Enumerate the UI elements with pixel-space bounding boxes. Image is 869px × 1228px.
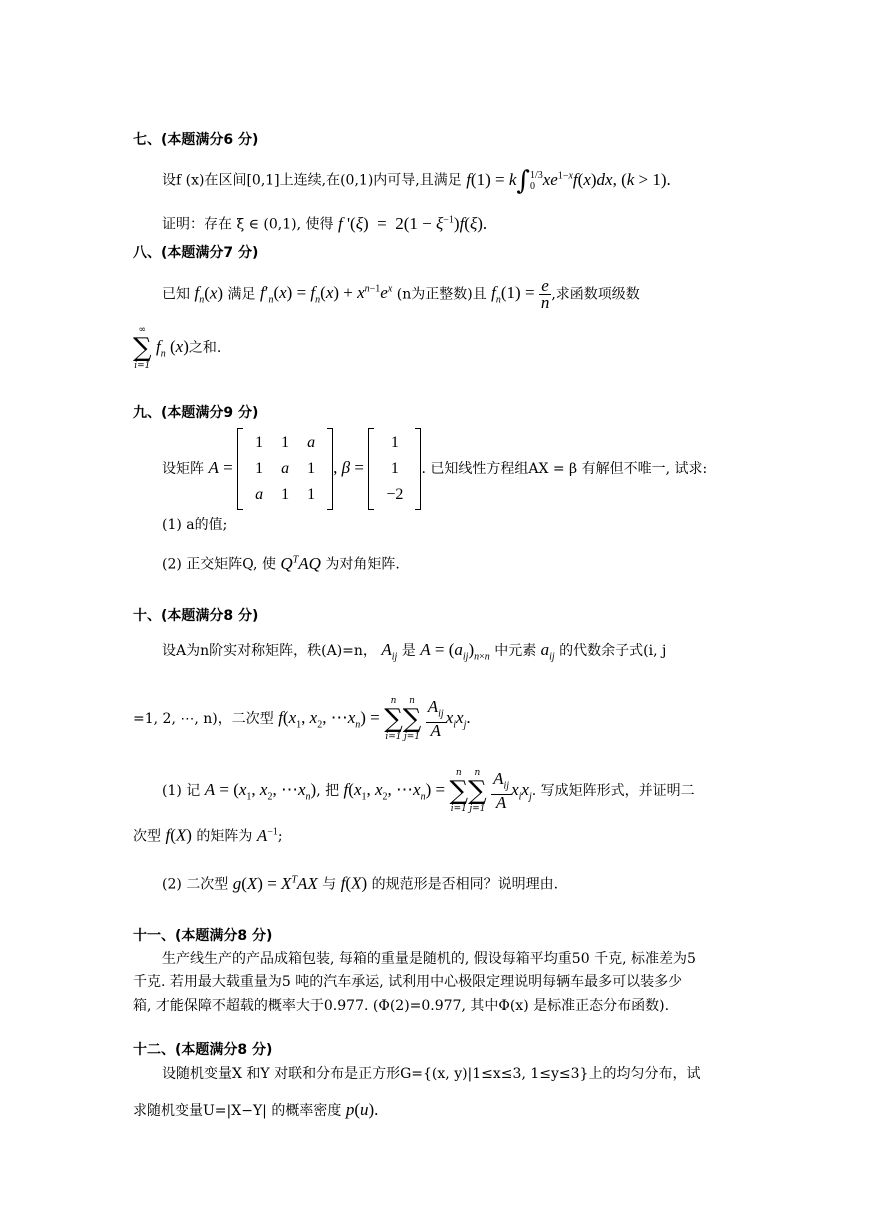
problem-9-heading: 九、(本题满分9 分) (133, 405, 259, 421)
problem-11-line-3: 箱, 才能保障不超载的概率大于0.977. (Φ(2)=0.977, 其中Φ(x) 是标准正态分布函数). (133, 998, 670, 1014)
problem-11-line-2: 千克. 若用最大载重量为5 吨的汽车承运, 试利用中心极限定理说明每辆车最多可以装多少 (133, 974, 683, 990)
problem-10-matrix-claim: 次型 f(X) 的矩阵为 $A^{-1}$; (133, 825, 283, 845)
problem-10-heading: 十、(本题满分8 分) (133, 608, 259, 624)
matrix-a: 1 1 a 1 a 1 a 1 1 (237, 428, 333, 510)
problem-9-item-2: (2) 正交矩阵Q, 使 $Q^TAQ$ 为对角矩阵. (162, 553, 400, 573)
problem-8-series: ∞ ∑ i=1 $f_n$ (x)之和. (133, 325, 222, 371)
problem-9-statement: 设矩阵 A = 1 1 a 1 a 1 a 1 1 , β = 1 1 −2 . 已知线性方程组AX = β 有解但不唯一, 试求: (162, 428, 707, 510)
problem-12-line-2: 求随机变量U=|X−Y| 的概率密度 p(u). (133, 1100, 379, 1119)
formula-xi: f '$(\xi) = 2(1 - \xi^{-1})f(\xi)$. (337, 213, 488, 233)
problem-8-heading: 八、(本题满分7 分) (133, 245, 259, 261)
problem-12-heading: 十二、(本题满分8 分) (133, 1042, 273, 1058)
problem-10-item-2: (2) 二次型 $g(X) = X^TAX$ 与 f(X) 的规范形是否相同？说明理由. (162, 873, 559, 893)
problem-11-line-1: 生产线生产的产品成箱包装, 每箱的重量是随机的, 假设每箱平均重50 千克, 标准差为5 (162, 951, 696, 967)
problem-11-heading: 十一、(本题满分8 分) (133, 928, 273, 944)
formula-f1: f(1) = k∫ 1/3 0 $xe^{1-x}f(x)dx$, (k > 1). (466, 165, 671, 196)
problem-10-item-1: (1) 记 $A = (x_1$, $x_2$, $\cdots x_n$), 把 $f(x_1$, $x_2$, $\cdots x_n$) = n ∑ i=1 n ∑ j=1 $\frac{A_{ij}}{A}$ $x_ix_j$. 写成矩阵形式，并证明二 (162, 768, 695, 814)
problem-7-heading: 七、(本题满分6 分) (133, 132, 259, 148)
problem-12-line-1: 设随机变量X 和Y 对联和分布是正方形G={(x, y)|1≤x≤3, 1≤y≤3}上的均匀分布，试 (162, 1066, 701, 1082)
problem-9-item-1: (1) a的值; (162, 517, 228, 533)
problem-7-claim: 证明：存在 ξ ∈ (0,1), 使得 f '$(\xi) = 2(1 - \xi^{-1})f(\xi)$. (162, 213, 488, 233)
problem-10-statement: 设A为n阶实对称矩阵，秩(A)=n， $A_{ij}$ 是 $A = (a_{ij})_{n\times n}$ 中元素 $a_{ij}$ 的代数余子式(i, j (162, 640, 667, 663)
vector-beta: 1 1 −2 (368, 428, 421, 510)
problem-10-quadratic: =1, 2, ⋯, n)，二次型 $f(x_1$, $x_2$, $\cdots x_n$) = n ∑ i=1 n ∑ j=1 $\frac{A_{ij}}{A}$ $x_ix_j$. (133, 696, 471, 742)
problem-8-statement: 已知 $f_n(x)$ 满足 $f'_n(x) = f_n(x) + x^{n-1}e^x$ (n为正整数)且 $f_n(1)$ = $\frac{e}{n}$ ,求函数项级数 (162, 276, 640, 312)
problem-7-statement: 设f (x)在区间[0,1]上连续,在(0,1)内可导,且满足 f(1) = k∫ 1/3 0 $xe^{1-x}f(x)dx$, (k > 1). (162, 165, 671, 196)
